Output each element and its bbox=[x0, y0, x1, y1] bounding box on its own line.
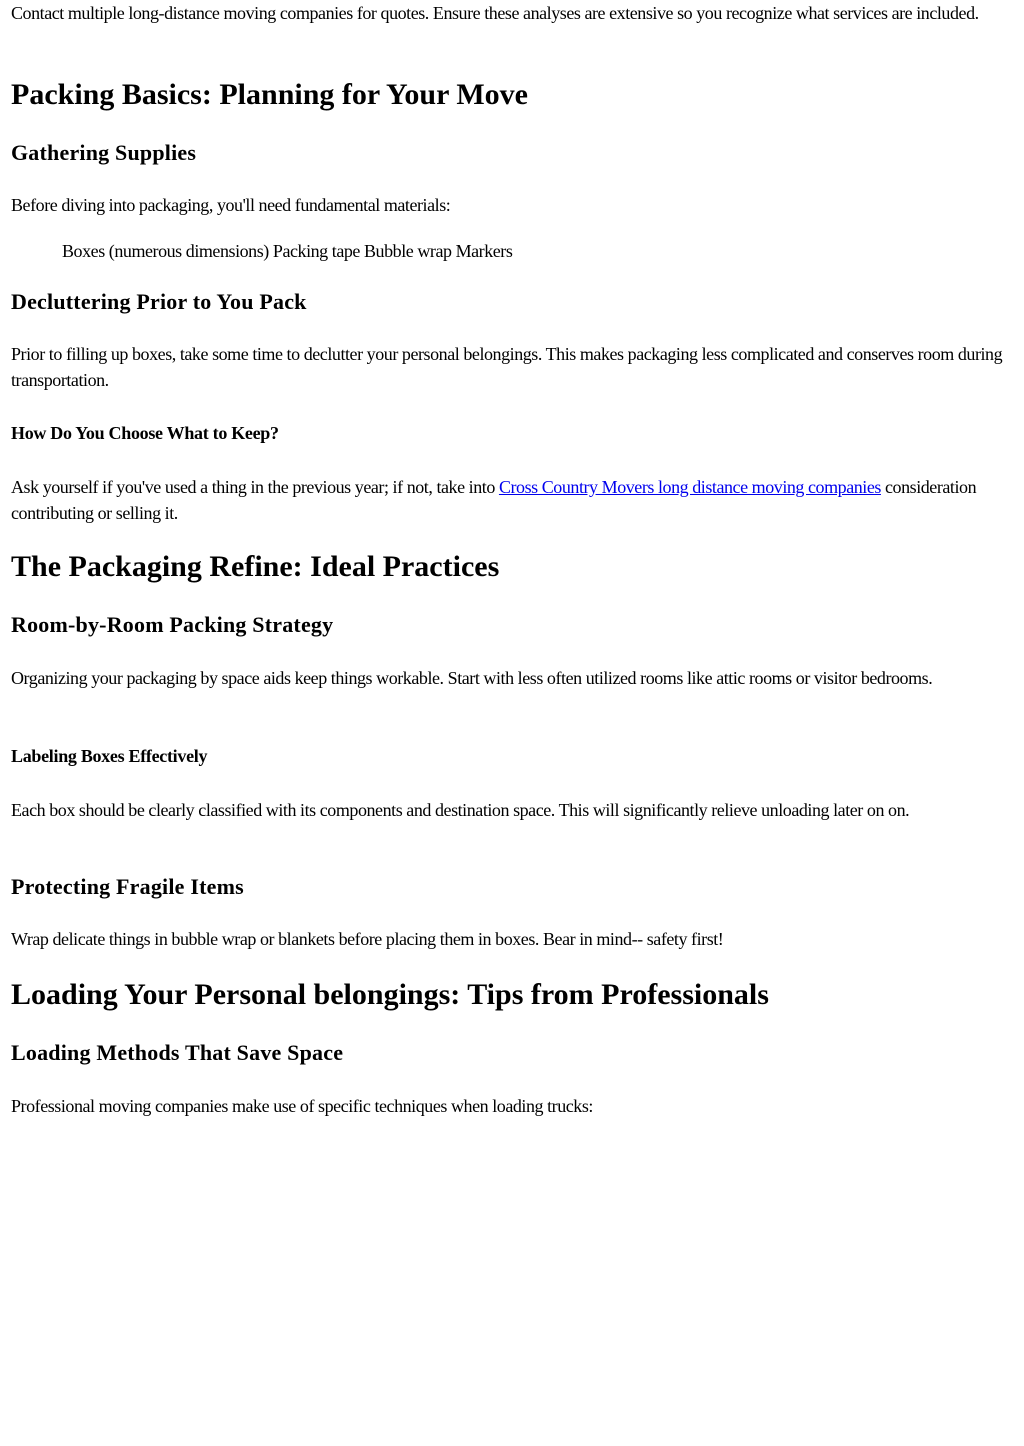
decluttering-paragraph: Prior to filling up boxes, take some time to declutter your personal belongings. This makes packaging less complicated and conserves room during transportation. bbox=[11, 344, 1003, 390]
intro-paragraph: Contact multiple long-distance moving companies for quotes. Ensure these analyses are extensive so you recognize what services are included. bbox=[11, 3, 979, 23]
labeling-paragraph: Each box should be clearly classified with its components and destination space. This will significantly relieve unloading later on on. bbox=[11, 800, 910, 820]
supplies-list: Boxes (numerous dimensions) Packing tape Bubble wrap Markers bbox=[62, 241, 513, 261]
gathering-paragraph: Before diving into packaging, you'll need fundamental materials: bbox=[11, 195, 451, 215]
subheading-decluttering: Decluttering Prior to You Pack bbox=[11, 289, 307, 314]
subheading-gathering-supplies: Gathering Supplies bbox=[11, 140, 197, 165]
loading-methods-paragraph: Professional moving companies make use of specific techniques when loading trucks: bbox=[11, 1096, 593, 1116]
subheading-room-by-room: Room-by-Room Packing Strategy bbox=[11, 612, 334, 637]
section-heading-packaging-refine: The Packaging Refine: Ideal Practices bbox=[11, 550, 500, 583]
choose-text-before: Ask yourself if you've used a thing in the previous year; if not, take into bbox=[11, 477, 499, 497]
subheading-choose-what-to-keep: How Do You Choose What to Keep? bbox=[11, 423, 279, 443]
room-paragraph: Organizing your packaging by space aids keep things workable. Start with less often utilized rooms like attic rooms or visitor bedrooms. bbox=[11, 668, 933, 688]
choose-text-after: consideration contributing or selling it. bbox=[11, 477, 977, 523]
subheading-protecting-fragile: Protecting Fragile Items bbox=[11, 874, 244, 899]
section-heading-packing-basics: Packing Basics: Planning for Your Move bbox=[11, 78, 528, 111]
section-heading-loading: Loading Your Personal belongings: Tips from Professionals bbox=[11, 978, 769, 1011]
subheading-loading-methods: Loading Methods That Save Space bbox=[11, 1040, 344, 1065]
cross-country-movers-link[interactable]: Cross Country Movers long distance moving companies bbox=[498, 477, 881, 497]
subheading-labeling-boxes: Labeling Boxes Effectively bbox=[11, 746, 208, 766]
choose-paragraph bbox=[11, 474, 1011, 526]
fragile-paragraph: Wrap delicate things in bubble wrap or blankets before placing them in boxes. Bear in mind-- safety first! bbox=[11, 929, 724, 949]
